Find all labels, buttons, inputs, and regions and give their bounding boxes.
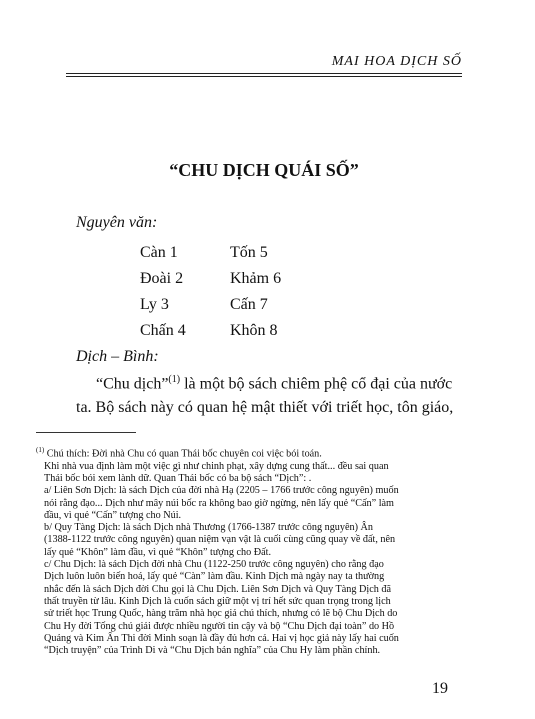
footnote-line: c/ Chu Dịch: là sách Dịch đời nhà Chu (1122-250 trước công nguyên) cho rằng đạo	[44, 559, 384, 571]
body-quote: “Chu dịch”	[96, 375, 169, 393]
chapter-title: “CHU DỊCH QUÁI SỐ”	[169, 160, 359, 180]
body-text: là một bộ sách chiêm phệ cổ đại của nước	[180, 375, 453, 393]
footnote-block	[36, 444, 462, 657]
footnote-rule	[36, 432, 136, 433]
header-rule-thin	[66, 76, 462, 77]
trigram-left-2: Đoài 2	[140, 270, 184, 287]
footnote-line: $^{(1)}$ Chú thích: Đời nhà Chu có quan Thái bốc chuyên coi việc bói toán.	[36, 446, 322, 460]
dich-binh-heading: Dịch – Bình:	[76, 348, 159, 365]
footnote-line: a/ Liên Sơn Dịch: là sách Dịch của đời nhà Hạ (2205 – 1766 trước công nguyên) muốn	[44, 485, 399, 497]
footnote-line: Chu Hy đời Tống chú giải được nhiều người tin cậy và bộ “Chu Dịch đại toàn” do Hồ	[44, 620, 395, 632]
trigram-right-1: Tốn 5	[230, 244, 268, 261]
body-line-1	[96, 374, 462, 393]
footnote-line: sử triết học Trung Quốc, hàng trăm nhà học giả chú thích, nhưng có lẽ bộ Chu Dịch do	[44, 608, 398, 620]
footnote-ref: (1)	[168, 374, 181, 385]
body-line-2: ta. Bộ sách này có quan hệ mật thiết với triết học, tôn giáo,	[76, 399, 454, 416]
footnote-marker: (1)	[36, 446, 45, 454]
nguyen-van-heading: Nguyên văn:	[76, 214, 158, 231]
footnote-line: Dịch luôn luôn biến hoá, lấy quẻ “Càn” làm đầu. Kinh Dịch mà ngày nay ta thường	[44, 571, 385, 583]
footnote-line: nhắc đến là sách Dịch đời Chu gọi là Chu Dịch. Liên Sơn Dịch và Quy Tàng Dịch đã	[44, 583, 391, 595]
footnote-line: Khi nhà vua định làm một việc gì như chinh phạt, xây dựng cung thất... đều sai quan	[44, 460, 389, 472]
trigram-right-2: Khảm 6	[230, 270, 282, 287]
page-number: 19	[432, 680, 448, 697]
footnote-line: b/ Quy Tàng Dịch: là sách Dịch nhà Thương (1766-1387 trước công nguyên) Ân	[44, 522, 373, 534]
footnote-line: đầu, vì quẻ “Cấn” tượng cho Núi.	[44, 509, 182, 521]
footnote-line: (1388-1122 trước công nguyên) quan niệm vạn vật là cuối cùng cũng quay về đất, nên	[44, 534, 396, 546]
trigram-right-4: Khôn 8	[230, 322, 278, 339]
footnote-line: “Dịch truyện” của Trình Di và “Chu Dịch bản nghĩa” của Chu Hy làm phần chính.	[44, 645, 381, 657]
header-rule	[66, 73, 462, 74]
footnote-line: nói rằng đạo... Dịch như mây núi bốc ra không bao giờ ngừng, nên lấy quẻ “Cấn” làm	[44, 497, 394, 509]
trigram-left-1: Càn 1	[140, 244, 178, 261]
trigram-right-3: Cấn 7	[230, 296, 268, 313]
footnote-line: Thái bốc bói xem lành dữ. Quan Thái bốc có ba bộ sách “Dịch”: .	[44, 472, 312, 484]
footnote-line: lấy quẻ “Khôn” làm đầu, vì quẻ “Khôn” tượng cho Đất.	[44, 546, 272, 558]
trigram-left-4: Chấn 4	[140, 322, 186, 339]
footnote-line: thất truyền từ lâu. Kinh Dịch là cuốn sách giữ một vị trí hết sức quan trọng trong lịch	[44, 595, 391, 607]
running-header-title: MAI HOA DỊCH SỐ	[331, 54, 462, 69]
trigram-left-3: Ly 3	[140, 296, 169, 313]
footnote-line: Quảng và Kim Ấn Thi đời Minh soạn là đầy đủ hơn cả. Hai vị học giả này lấy hai cuốn	[44, 632, 399, 644]
